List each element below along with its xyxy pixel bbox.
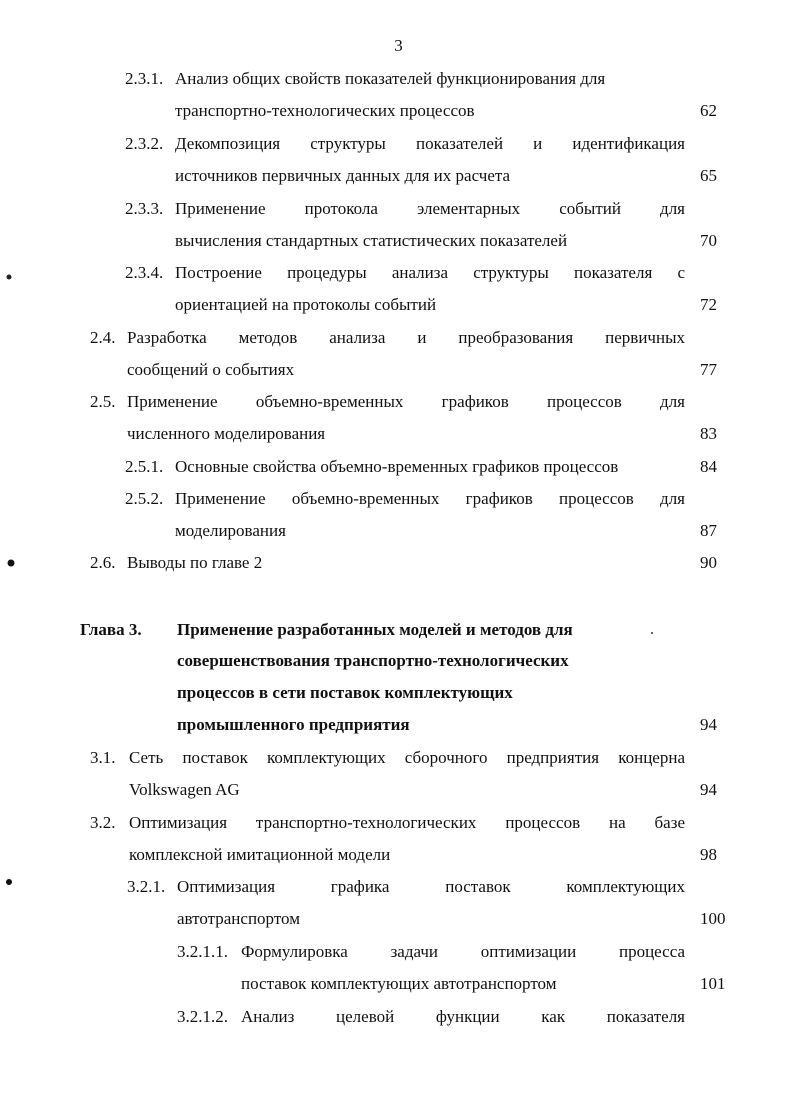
entry-number: 2.3.1.	[125, 69, 164, 88]
entry-title-line2: вычисления стандартных статистических показателей	[175, 231, 568, 250]
entry-page: 72	[700, 295, 717, 314]
entry-number: 2.5.1.	[125, 457, 164, 476]
entry-title-line1: Основные свойства объемно-временных графиков процессов	[175, 457, 619, 476]
entry-title-line1: Оптимизация транспортно-технологических процессов на базе	[129, 813, 685, 832]
entry-page: 62	[700, 101, 717, 120]
entry-title-line1: Применение объемно-временных графиков процессов для	[127, 392, 685, 411]
entry-title-line2: Volkswagen AG	[129, 780, 240, 799]
entry-number: 3.1.	[90, 748, 116, 767]
entry-page: 84	[700, 457, 717, 476]
entry-number: 2.3.3.	[125, 199, 164, 218]
entry-number: 2.3.2.	[125, 134, 164, 153]
entry-title-line2: моделирования	[175, 521, 286, 540]
entry-page: 98	[700, 845, 717, 864]
entry-number: 2.4.	[90, 328, 116, 347]
entry-title-line1: Выводы по главе 2	[127, 553, 263, 572]
entry-title-line2: источников первичных данных для их расчета	[175, 166, 511, 185]
entry-title-line2: ориентацией на протоколы событий	[175, 295, 437, 314]
chapter-title-line: совершенствования транспортно-технологических	[177, 651, 569, 670]
entry-title-line1: Анализ целевой функции как показателя	[241, 1007, 685, 1026]
entry-title-line2: численного моделирования	[127, 424, 326, 443]
entry-title-line2: автотранспортом	[177, 909, 300, 928]
entry-page: 101	[700, 974, 726, 993]
entry-title-line2: сообщений о событиях	[127, 360, 295, 379]
scan-speck-icon	[4, 877, 14, 887]
entry-page: 90	[700, 553, 717, 572]
entry-title-line1: Оптимизация графика поставок комплектующих	[177, 877, 685, 896]
entry-number: 2.5.2.	[125, 489, 164, 508]
entry-title-line1: Сеть поставок комплектующих сборочного предприятия концерна	[129, 748, 685, 767]
entry-title-line1: Декомпозиция структуры показателей и идентификация	[175, 134, 685, 153]
entry-number: 3.2.1.1.	[177, 942, 228, 961]
entry-number: 2.3.4.	[125, 263, 164, 282]
chapter-label: Глава 3.	[80, 620, 142, 639]
chapter-title-line: Применение разработанных моделей и методов для	[177, 620, 573, 639]
entry-title-line1: Анализ общих свойств показателей функционирования для	[175, 69, 606, 88]
scan-speck-icon	[649, 630, 655, 636]
entry-number: 3.2.	[90, 813, 116, 832]
chapter-title-line: промышленного предприятия	[177, 715, 410, 734]
entry-title-line1: Формулировка задачи оптимизации процесса	[241, 942, 685, 961]
entry-title-line1: Построение процедуры анализа структуры показателя с	[175, 263, 685, 282]
scan-speck-icon	[4, 272, 14, 282]
entry-number: 3.2.1.2.	[177, 1007, 228, 1026]
page-number: 3	[394, 36, 403, 55]
entry-page: 94	[700, 780, 717, 799]
chapter-page: 94	[700, 715, 717, 734]
entry-title-line2: комплексной имитационной модели	[129, 845, 391, 864]
entry-page: 83	[700, 424, 717, 443]
entry-page: 87	[700, 521, 717, 540]
chapter-title-line: процессов в сети поставок комплектующих	[177, 683, 513, 702]
entry-number: 3.2.1.	[127, 877, 166, 896]
entry-number: 2.5.	[90, 392, 116, 411]
entry-title-line2: поставок комплектующих автотранспортом	[241, 974, 557, 993]
scan-speck-icon	[5, 557, 17, 569]
entry-page: 70	[700, 231, 717, 250]
entry-page: 65	[700, 166, 717, 185]
entry-title-line1: Применение протокола элементарных событий для	[175, 199, 685, 218]
entry-title-line1: Применение объемно-временных графиков процессов для	[175, 489, 685, 508]
entry-title-line2: транспортно-технологических процессов	[175, 101, 475, 120]
entry-page: 100	[700, 909, 726, 928]
entry-number: 2.6.	[90, 553, 116, 572]
entry-title-line1: Разработка методов анализа и преобразования первичных	[127, 328, 685, 347]
entry-page: 77	[700, 360, 717, 379]
